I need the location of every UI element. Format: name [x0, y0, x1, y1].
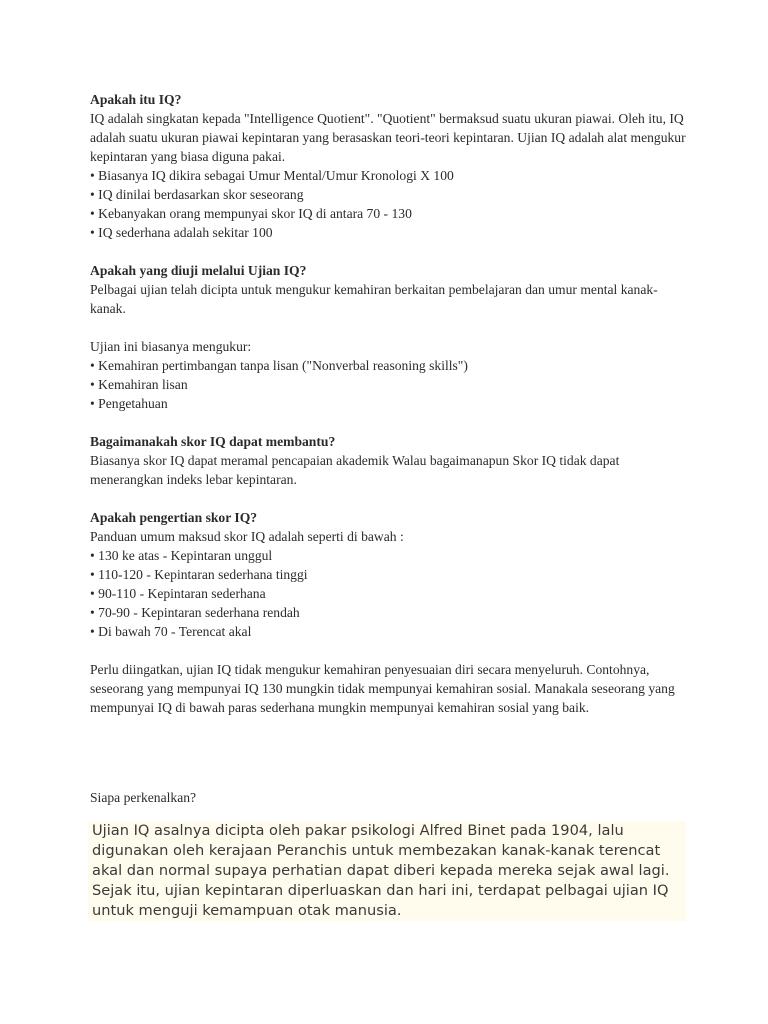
answer-highlight: Ujian IQ asalnya dicipta oleh pakar psikologi Alfred Binet pada 1904, lalu digunakan oleh kerajaan Peranchis untuk membezakan kanak-kanak terencat akal dan normal supaya perhatian dapat diberi kepada mereka sejak awal lagi. Sejak itu, ujian kepintaran diperluaskan dan hari ini, terdapat pelbagai ujian IQ untuk menguji kemampuan otak manusia.	[88, 821, 686, 921]
section-heading: Apakah pengertian skor IQ?	[90, 510, 258, 525]
section-pengertian-skor	[90, 508, 690, 641]
question-text: Siapa perkenalkan?	[90, 790, 197, 805]
bullet-item: • Pengetahuan	[90, 394, 690, 413]
section-apa-diuji	[90, 261, 690, 413]
list-intro: Ujian ini biasanya mengukur:	[90, 339, 252, 354]
bullet-item: • 130 ke atas - Kepintaran unggul	[90, 546, 690, 565]
bullet-item: • IQ dinilai berdasarkan skor seseorang	[90, 185, 690, 204]
bullet-item: • IQ sederhana adalah sekitar 100	[90, 223, 690, 242]
section-heading: Apakah yang diuji melalui Ujian IQ?	[90, 263, 307, 278]
section-paragraph: Biasanya skor IQ dapat meramal pencapaian akademik Walau bagaimanapun Skor IQ tidak dapat menerangkan indeks lebar kepintaran.	[90, 453, 620, 487]
section-paragraph: IQ adalah singkatan kepada "Intelligence Quotient". "Quotient" bermaksud suatu ukuran piawai. Oleh itu, IQ adalah suatu ukuran piawai kepintaran yang berasaskan teori-teori kepintaran. Ujian IQ adalah alat mengukur kepintaran yang biasa diguna pakai.	[90, 111, 686, 164]
bullet-item: • 90-110 - Kepintaran sederhana	[90, 584, 690, 603]
bullet-item: • Biasanya IQ dikira sebagai Umur Mental/Umur Kronologi X 100	[90, 166, 690, 185]
section-skor-membantu	[90, 432, 690, 489]
section-paragraph: Pelbagai ujian telah dicipta untuk mengukur kemahiran berkaitan pembelajaran dan umur mental kanak-kanak.	[90, 282, 658, 316]
section-heading: Apakah itu IQ?	[90, 92, 182, 107]
bullet-item: • Kemahiran lisan	[90, 375, 690, 394]
bullet-list	[90, 546, 690, 641]
section-paragraph: Panduan umum maksud skor IQ adalah seperti di bawah :	[90, 529, 404, 544]
bullet-item: • 110-120 - Kepintaran sederhana tinggi	[90, 565, 690, 584]
note-paragraph: Perlu diingatkan, ujian IQ tidak mengukur kemahiran penyesuaian diri secara menyeluruh. Contohnya, seseorang yang mempunyai IQ 130 mungkin tidak mempunyai kemahiran sosial. Manakala seseorang yang mempunyai IQ di bawah paras sederhana mungkin mempunyai kemahiran sosial yang baik.	[90, 662, 675, 715]
section-apakah-itu-iq	[90, 90, 690, 242]
bullet-list	[90, 356, 690, 413]
bullet-item: • Di bawah 70 - Terencat akal	[90, 622, 690, 641]
document-body	[90, 90, 690, 921]
bullet-item: • Kemahiran pertimbangan tanpa lisan ("Nonverbal reasoning skills")	[90, 356, 690, 375]
bullet-item: • Kebanyakan orang mempunyai skor IQ di antara 70 - 130	[90, 204, 690, 223]
section-heading: Bagaimanakah skor IQ dapat membantu?	[90, 434, 336, 449]
bullet-item: • 70-90 - Kepintaran sederhana rendah	[90, 603, 690, 622]
bullet-list	[90, 166, 690, 242]
